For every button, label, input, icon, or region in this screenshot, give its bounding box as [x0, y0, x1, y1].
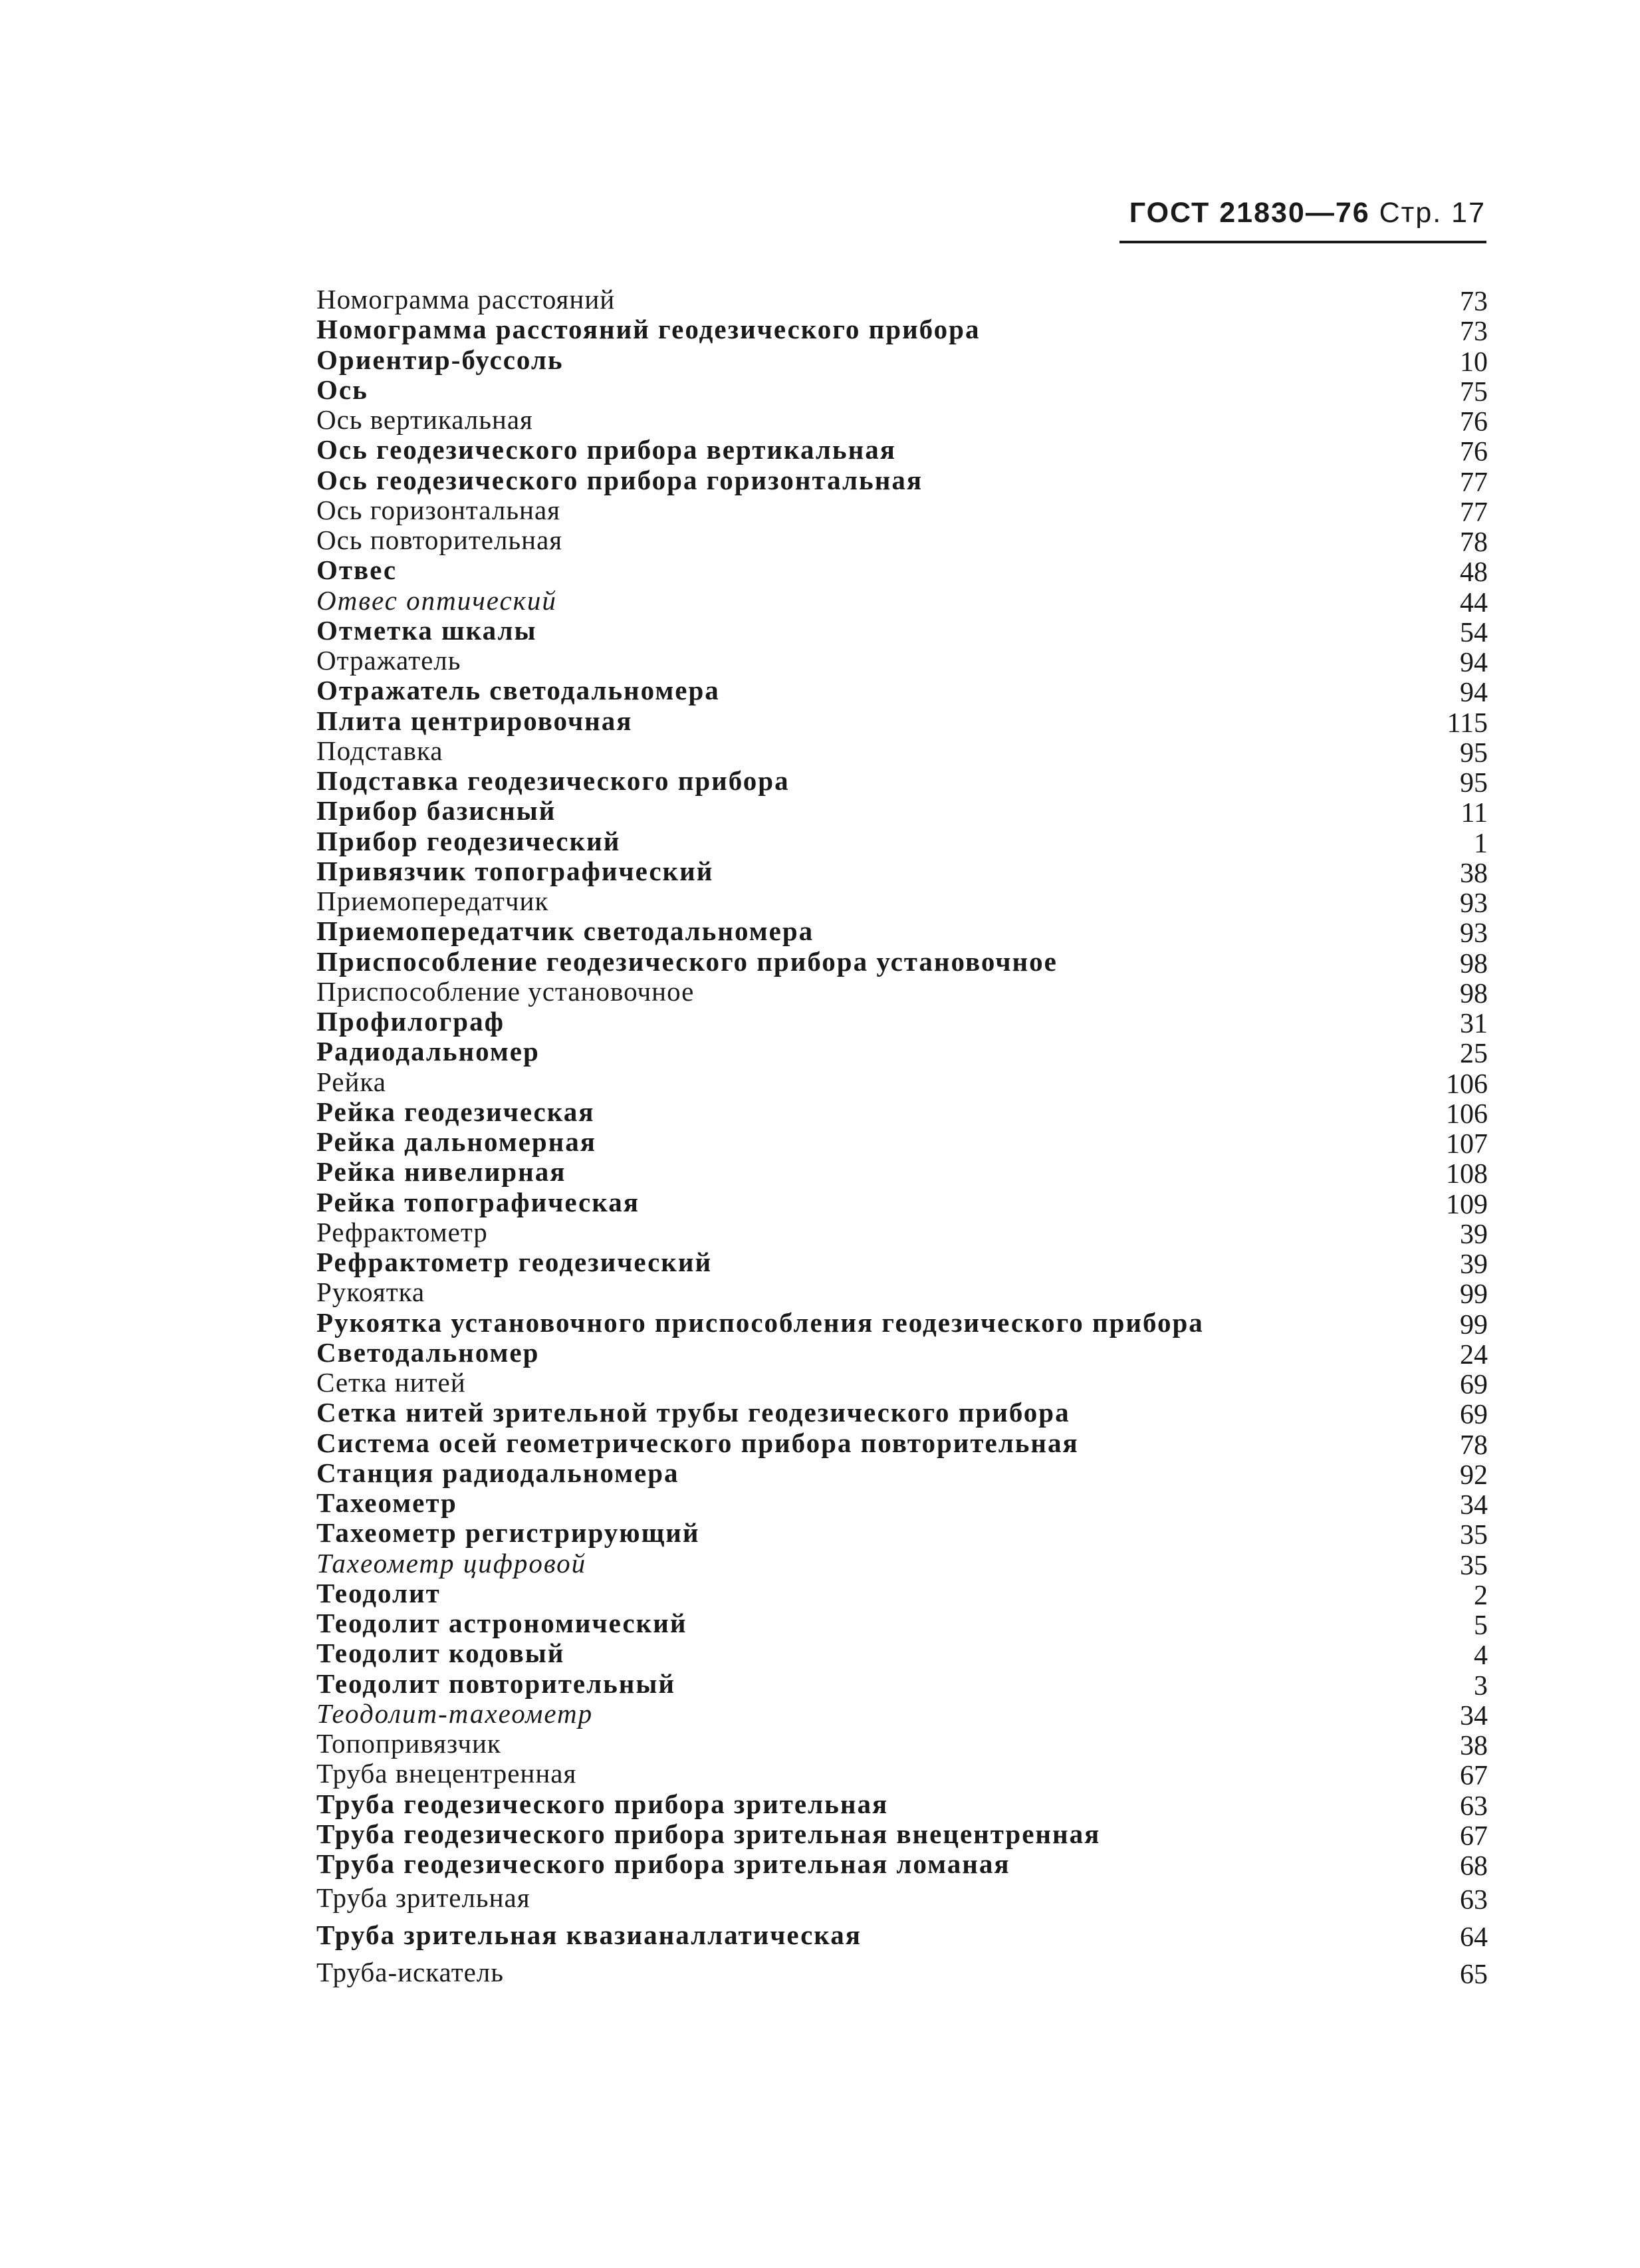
entry-term: Рейка нивелирная	[316, 1156, 566, 1188]
entry-term: Подставка геодезического прибора	[316, 765, 790, 796]
entry-term: Рукоятка установочного приспособления геодезического прибора	[316, 1307, 1204, 1338]
entry-number: 11	[1461, 798, 1488, 829]
entry-number: 73	[1460, 287, 1488, 317]
entry-term: Отражатель	[316, 645, 461, 676]
entry-term: Отражатель светодальномера	[316, 675, 720, 706]
header-rule	[1119, 241, 1486, 243]
entry-term: Привязчик топографический	[316, 855, 714, 886]
index-entry	[316, 1457, 1488, 1491]
index-entry	[316, 464, 1488, 498]
index-entry	[316, 1007, 1488, 1037]
entry-number: 95	[1460, 737, 1488, 769]
index-entry	[316, 404, 1488, 438]
index-entry	[316, 1638, 1488, 1672]
entry-number: 76	[1460, 407, 1488, 438]
entry-term: Теодолит астрономический	[316, 1608, 687, 1638]
index-entry	[316, 374, 1488, 408]
entry-number: 24	[1460, 1339, 1488, 1370]
entry-term: Приемопередатчик	[316, 886, 549, 916]
index-entry	[316, 1036, 1488, 1070]
entry-term: Ось	[316, 374, 368, 405]
index-entry	[316, 434, 1488, 468]
entry-number: 2	[1474, 1580, 1488, 1611]
entry-term: Тахеометр цифровой	[316, 1547, 587, 1578]
index-entry	[316, 344, 1488, 378]
index-entry	[316, 916, 1488, 949]
entry-number: 98	[1460, 978, 1488, 1009]
entry-number: 35	[1460, 1550, 1488, 1581]
index-entry	[316, 1729, 1488, 1759]
index-entry	[316, 977, 1488, 1007]
entry-term: Отвес	[316, 555, 398, 586]
standard-code: ГОСТ 21830—76	[1129, 197, 1370, 229]
entry-term: Тахеометр	[316, 1487, 457, 1518]
index-entry	[316, 1277, 1488, 1311]
entry-number: 75	[1460, 376, 1488, 408]
entry-number: 67	[1460, 1761, 1488, 1792]
entry-number: 44	[1460, 587, 1488, 618]
index-entry	[316, 285, 1488, 315]
entry-number: 10	[1460, 346, 1488, 378]
entry-number: 34	[1460, 1490, 1488, 1521]
index-entry	[316, 1427, 1488, 1461]
entry-term: Рукоятка	[316, 1277, 425, 1308]
entry-term: Теодолит кодовый	[316, 1638, 565, 1669]
entry-number: 99	[1460, 1279, 1488, 1311]
entry-number: 31	[1460, 1009, 1488, 1039]
index-entry	[316, 1487, 1488, 1521]
entry-number: 94	[1460, 648, 1488, 678]
index-entry	[316, 1156, 1488, 1190]
page-number: Стр. 17	[1379, 197, 1486, 229]
entry-number: 69	[1460, 1400, 1488, 1431]
index-entry	[316, 1848, 1488, 1882]
entry-number: 35	[1460, 1520, 1488, 1551]
index-entry	[316, 947, 1488, 977]
index-entry	[316, 1547, 1488, 1581]
entry-number: 73	[1460, 316, 1488, 348]
entry-number: 4	[1474, 1640, 1488, 1672]
entry-number: 99	[1460, 1309, 1488, 1340]
entry-term: Теодолит-тахеометр	[316, 1698, 594, 1729]
entry-number: 48	[1460, 557, 1488, 588]
index-entry	[316, 795, 1488, 829]
entry-term: Теодолит	[316, 1577, 441, 1608]
entry-term: Ось вертикальная	[316, 404, 533, 435]
index-entry	[316, 1096, 1488, 1130]
index-entry	[316, 1216, 1488, 1250]
entry-term: Прибор базисный	[316, 795, 556, 826]
entry-number: 34	[1460, 1700, 1488, 1731]
index-entry	[316, 705, 1488, 739]
entry-term: Труба-искатель	[316, 1957, 504, 1988]
entry-number: 77	[1460, 467, 1488, 498]
entry-number: 38	[1460, 858, 1488, 889]
entry-number: 67	[1460, 1821, 1488, 1852]
entry-number: 1	[1474, 828, 1488, 859]
entry-number: 93	[1460, 888, 1488, 919]
entry-term: Ось геодезического прибора горизонтальная	[316, 464, 923, 495]
index-entry	[316, 1699, 1488, 1729]
entry-number: 93	[1460, 918, 1488, 949]
index-entry	[316, 825, 1488, 859]
index-entry	[316, 646, 1488, 676]
entry-number: 5	[1474, 1610, 1488, 1641]
entry-number: 25	[1460, 1039, 1488, 1070]
entry-number: 76	[1460, 437, 1488, 468]
index-entry	[316, 1669, 1488, 1699]
entry-term: Труба зрительная квазианаллатическая	[316, 1920, 862, 1951]
index-entry	[316, 586, 1488, 616]
entry-number: 39	[1460, 1219, 1488, 1250]
entry-term: Рефрактометр	[316, 1216, 488, 1247]
entry-number: 109	[1446, 1189, 1488, 1220]
entry-term: Номограмма расстояний	[316, 284, 616, 315]
entry-number: 63	[1460, 1885, 1488, 1916]
entry-number: 106	[1446, 1069, 1488, 1100]
index-entry	[316, 1577, 1488, 1611]
index-entry	[316, 1186, 1488, 1220]
entry-term: Рейка геодезическая	[316, 1096, 595, 1127]
entry-term: Приспособление геодезического прибора установочное	[316, 945, 1058, 977]
entry-number: 108	[1446, 1159, 1488, 1190]
index-entry	[316, 1368, 1488, 1398]
entry-term: Профилограф	[316, 1006, 505, 1037]
entry-number: 64	[1460, 1922, 1488, 1953]
page-header	[1120, 197, 1486, 229]
entry-number: 106	[1446, 1098, 1488, 1130]
index-entry	[316, 886, 1488, 919]
entry-term: Система осей геометрического прибора повторительная	[316, 1427, 1079, 1458]
index-entry	[316, 1608, 1488, 1641]
index-entry	[316, 1517, 1488, 1551]
index-entry	[316, 1953, 1488, 1991]
entry-number: 98	[1460, 948, 1488, 979]
entry-term: Рейка дальномерная	[316, 1126, 596, 1157]
entry-number: 78	[1460, 527, 1488, 558]
entry-term: Сетка нитей зрительной трубы геодезического прибора	[316, 1397, 1070, 1428]
entry-term: Светодальномер	[316, 1336, 540, 1368]
index-entry	[316, 1758, 1488, 1792]
entry-term: Рейка	[316, 1066, 386, 1097]
entry-number: 77	[1460, 497, 1488, 528]
index-entry	[316, 1308, 1488, 1338]
entry-term: Рефрактометр геодезический	[316, 1247, 713, 1277]
entry-term: Подставка	[316, 735, 443, 766]
entry-term: Труба геодезического прибора зрительная ломаная	[316, 1848, 1010, 1879]
entry-number: 63	[1460, 1791, 1488, 1822]
index-entry	[316, 1916, 1488, 1953]
index-entry	[316, 1247, 1488, 1280]
index-entry	[316, 616, 1488, 646]
index-list	[316, 285, 1488, 1991]
entry-number: 107	[1446, 1129, 1488, 1160]
index-entry	[316, 494, 1488, 528]
entry-number: 38	[1460, 1731, 1488, 1761]
index-entry	[316, 1338, 1488, 1368]
entry-number: 94	[1460, 678, 1488, 709]
entry-term: Сетка нитей	[316, 1367, 466, 1398]
entry-term: Ось горизонтальная	[316, 494, 561, 525]
entry-number: 95	[1460, 768, 1488, 799]
entry-term: Ось повторительная	[316, 525, 563, 555]
entry-number: 39	[1460, 1249, 1488, 1280]
index-entry	[316, 765, 1488, 799]
entry-term: Рейка топографическая	[316, 1186, 640, 1217]
index-entry	[316, 525, 1488, 558]
entry-term: Труба зрительная	[316, 1882, 530, 1914]
entry-term: Тахеометр регистрирующий	[316, 1517, 700, 1549]
entry-number: 115	[1447, 707, 1488, 739]
index-entry	[316, 675, 1488, 709]
index-entry	[316, 314, 1488, 348]
index-entry	[316, 555, 1488, 588]
index-entry	[316, 1397, 1488, 1431]
entry-term: Отвес оптический	[316, 584, 557, 616]
entry-term: Плита центрировочная	[316, 705, 633, 736]
index-entry	[316, 1879, 1488, 1916]
entry-number: 78	[1460, 1430, 1488, 1461]
entry-number: 3	[1474, 1670, 1488, 1701]
entry-number: 68	[1460, 1851, 1488, 1882]
entry-term: Труба внецентренная	[316, 1758, 577, 1789]
entry-term: Прибор геодезический	[316, 825, 621, 856]
entry-number: 92	[1460, 1459, 1488, 1491]
entry-number: 69	[1460, 1370, 1488, 1400]
entry-number: 65	[1460, 1959, 1488, 1991]
entry-number: 54	[1460, 617, 1488, 648]
index-entry	[316, 1818, 1488, 1852]
entry-term: Отметка шкалы	[316, 614, 537, 646]
entry-term: Теодолит повторительный	[316, 1668, 676, 1699]
entry-term: Ось геодезического прибора вертикальная	[316, 434, 896, 465]
index-entry	[316, 855, 1488, 889]
entry-term: Приемопередатчик светодальномера	[316, 916, 814, 947]
index-entry	[316, 1126, 1488, 1160]
entry-term: Топопривязчик	[316, 1728, 501, 1759]
entry-term: Труба геодезического прибора зрительная	[316, 1788, 889, 1819]
entry-term: Номограмма расстояний геодезического прибора	[316, 314, 981, 345]
index-entry	[316, 1788, 1488, 1822]
index-entry	[316, 735, 1488, 769]
index-entry	[316, 1066, 1488, 1100]
entry-term: Ориентир-буссоль	[316, 344, 564, 375]
entry-term: Радиодальномер	[316, 1036, 540, 1067]
entry-term: Станция радиодальномера	[316, 1457, 679, 1488]
entry-term: Труба геодезического прибора зрительная внецентренная	[316, 1818, 1101, 1849]
entry-term: Приспособление установочное	[316, 975, 695, 1007]
